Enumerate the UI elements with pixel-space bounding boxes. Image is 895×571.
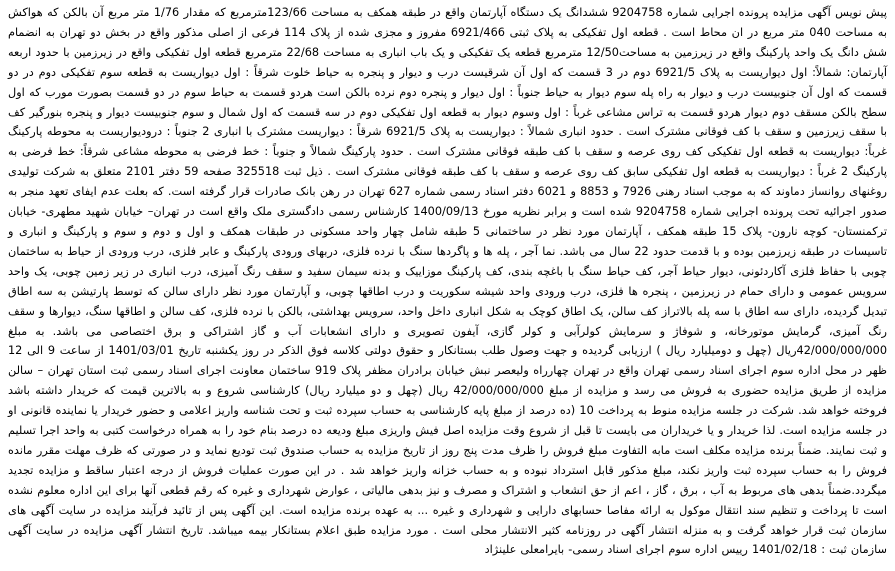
- auction-notice-text: پیش نویس آگهی مزایده پرونده اجرایی شماره 9204758 ششدانگ یک دستگاه آپارتمان واقع در طبقه همکف به مساحت 123/66مترمربع که مقدار 1/76 متر مربع آن بالکن که هواکش به مساحت 040 متر مربع در ان محاط است . قطعه اول تفکیکی به پلاک ثبتی 6921/466 مفروز و مجزی شده از پلاک 114 فرعی از اصلی مذکور واقع در بخش دو تهران به انضمام شش دانگ یک واحد پارکینگ واقع در زیرزمین به مساحت12/50 مترمربع قطعه یک تفکیکی و یک باب انباری به مساحت 22/68 مترمربع قطعه اول تفکیکی واقع در زیرزمین با حدود اربعه آپارتمان: شمالاً: اول دیواریست به پلاک 6921/5 دوم در 3 قسمت که اول آن شرقیست درب و دیوار و پنجره به حیاط خلوت شرقاً : اول دیواریست به قطعه سوم تفکیکی دوم در دو قسمت که اول آن جنوبیست درب و دیوار به راه پله سوم دیوار به حیاط جنوباً : اول دیوار و پنجره دوم نرده بالکن است هردو قسمت به حیاط سوم در دو قسمت بصورت مورب که اول سطح بالکن مسقف دوم دیوار هردو قسمت به تراس مشاعی غرباً : اول وسوم دیوار به قطعه اول تفکیکی دوم در سه قسمت که اول شمال و سوم جنوبیست دیوار و پنجره بنورگیر کف با سقف زیرزمین و سقف با کف فوقانی مشترک است . حدود انباری شمالاً : دیواریست به پلاک 6921/5 شرقاً : دیواریست مشترک با انباری 2 جنوباً : درودیواریست به محوطه پارکینگ غرباً: دیواریست به قطعه اول تفکیکی کف روی عرصه و سقف با کف طبقه فوقانی مشترک است . حدود پارکینگ شمالاً و جنوباً : خط فرضی به محوطه مشاعی شرقاً: خط فرضی به پارکینگ 2 غرباً : دیواریست به قطعه اول تفکیکی سابق کف روی عرصه و سقف با کف طبقه فوقانی مشترک است . ذیل ثبت 325518 صفحه 59 دفتر 2101 متعلق به شرکت تولیدی روغنهای روانساز دماوند که به موجب اسناد رهنی 7926 و 8853 و 6021 دفتر اسناد رسمی شماره 627 تهران در رهن بانک صادرات قرار گرفته است. که بعلت عدم ایفای تعهد منجر به صدور اجرائیه تحت پرونده اجرایی شماره 9204758 شده است و برابر نظریه مورخ 1400/09/13 کارشناس رسمی دادگستری ملک واقع است در تهران– خیابان شهید مطهری- خیابان ترکمنستان- کوچه نارون- پلاک 15 طبقه همکف ، آپارتمان مورد نظر در ساختمانی 5 طبقه شامل چهار واحد مسکونی در طبقات همکف و اول و دوم و سوم و پارکینگ و انباری و تاسیسات در طبقه زیرزمین بوده و با قدمت حدود 22 سال می باشد. نما آجر ، پله ها و پاگردها سنگ با نرده فلزی، دربهای ورودی پارکینگ و عابر فلزی، درب ورودی از حیاط به ساختمان چوبی با حفاظ فلزی آکاردئونی، دیوار حیاط آجر، کف حیاط سنگ با باغچه بندی، کف پارکینگ موزاییک و بدنه سیمان سفید و سقف رنگ آمیزی، درب انباری در زیر زمین چوبی، یک واحد سرویس عمومی و دارای حمام در زیرزمین ، پنجره ها فلزی، درب ورودی واحد شیشه سکوریت و درب اطاقها چوبی، و آپارتمان مورد نظر دارای سالن که توسط پارتیشن به سه اطاق تبدیل گردیده، دارای سه اطاق با سه پله بالاتراز کف سالن، یک اطاق کوچک به شکل انباری داخل واحد، سرویس بهداشتی، بالکن با نرده فلزی، کف سالن و اطاقها سنگ، دیوارها و سقف رنگ آمیزی، گرمایش موتورخانه، و شوفاژ و سرمایش کولرآبی و کولر گازی، آیفون تصویری و دارای انشعابات آب و گاز اشتراکی و برق اختصاصی می باشد. به مبلغ 42/000/000/000ریال (چهل و دومیلیارد ریال ) ارزیابی گردیده و جهت وصول طلب بستانکار و حقوق دولتی کلاسه فوق الذکر در روز یکشنبه تاریخ 1401/03/01 از ساعت 9 الی 12 ظهر در محل اداره سوم اجرای اسناد رسمی تهران واقع در تهران چهارراه ولیعصر نبش خیابان برادران مظفر پلاک 919 ساختمان معاونت اجرای اسناد رسمی ثبت استان تهران – سالن مزایده از طریق مزایده حضوری به فروش می رسد و مزایده از مبلغ 42/000/000/000 ریال (چهل و دو میلیارد ریال) کارشناسی شروع و به بالاترین قیمت که خریدار داشته باشد فروخته خواهد شد. شرکت در جلسه مزایده منوط به پرداخت 10 (ده درصد از مبلغ پایه کارشناسی به حساب سپرده ثبت و تحت شناسه واریز اعلامی و حضور خریدار یا نماینده قانونی او در جلسه مزایده است. لذا خریدار و یا خریداران می بایست تا قبل از شروع وقت مزایده اصل فیش واریزی مبلغ ودیعه ده درصد بنام خود را به همراه درخواست کتبی به واحد اجرا تسلیم و ثبت نمایند. ضمناً برنده مزایده مکلف است مابه التفاوت مبلغ فروش را ظرف مدت پنج روز از تاریخ مزایده به حساب صندوق ثبت تودیع نماید و در صورتی که ظرف مهلت مقرر مانده فروش را به حساب سپرده ثبت واریز نکند، مبلغ مذکور قابل استرداد نبوده و به حساب خزانه واریز خواهد شد . در این صورت عملیات فروش از درجه اعتبار ساقط و مزایده تجدید میگردد.ضمناً بدهی های مربوط به آب ، برق ، گاز ، اعم از حق انشعاب و اشتراک و مصرف و نیز بدهی مالیاتی ، عوارض شهرداری و غیره که رقم قطعی آنها برای این اداره معلوم نشده است تا پرداخت و تنظیم سند انتقال موکول به ارائه مفاصا حسابهای دارایی و شهرداری و غیره ... به عهده برنده مزایده است. این آگهی پس از تائید فرآیند مزایده در سایت آگهی های سازمان ثبت قرار خواهد گرفت و به منزله انتشار آگهی در روزنامه کثیر الانتشار محلی است . مورد مزایده طبق اعلام بستانکار بیمه میباشد. تاریخ انتشار آگهی مزایده در سایت آگهی سازمان ثبت : 1401/02/18 رییس اداره سوم اجرای اسناد رسمی- بایرامعلی علینژاد: [8, 6, 888, 557]
